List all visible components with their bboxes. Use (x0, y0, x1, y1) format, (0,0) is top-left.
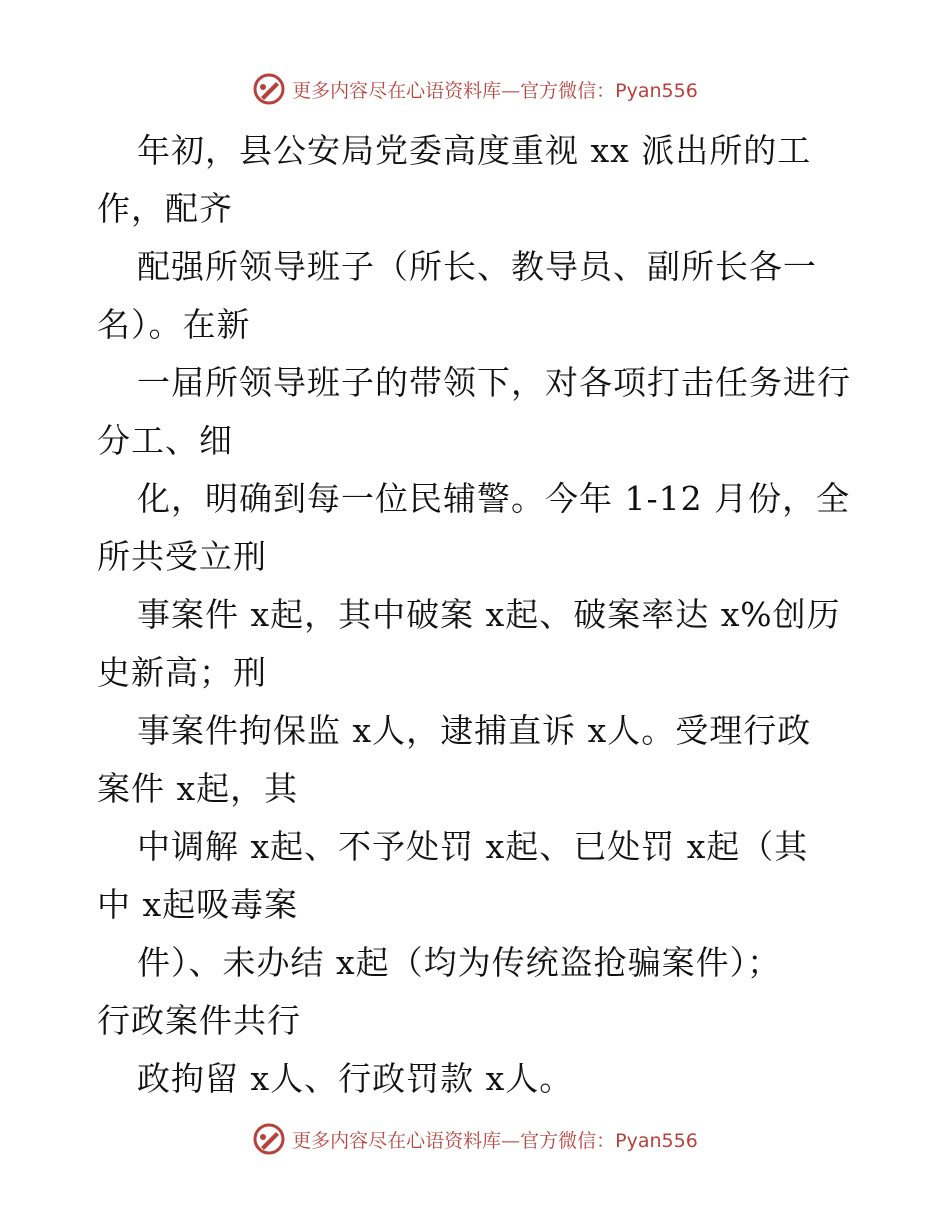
text-line: 化，明确到每一位民辅警。今年 1-12 月份，全 (137, 479, 851, 518)
text-line: 中调解 x起、不予处罚 x起、已处罚 x起（其 (137, 827, 809, 866)
document-body (97, 122, 877, 1108)
text-line: 中 x起吸毒案 (97, 885, 299, 924)
text-line: 分工、细 (97, 421, 233, 460)
text-line: 政拘留 x人、行政罚款 x人。 (137, 1059, 574, 1098)
pen-quill-icon (252, 1122, 286, 1156)
watermark-text: 更多内容尽在心语资料库—官方微信：Pyan556 (292, 1129, 698, 1152)
text-line: 事案件拘保监 x人，逮捕直诉 x人。受理行政 (137, 711, 812, 750)
text-line: 史新高；刑 (97, 653, 267, 692)
text-line: 案件 x起，其 (97, 769, 299, 808)
header-watermark (0, 72, 950, 106)
text-line: 配强所领导班子（所长、教导员、副所长各一 (137, 247, 817, 286)
text-line: 一届所领导班子的带领下，对各项打击任务进行 (137, 363, 851, 402)
text-line: 件）、未办结 x起（均为传统盗抢骗案件）； (137, 943, 782, 982)
text-line: 作，配齐 (97, 189, 233, 228)
text-line: 所共受立刑 (97, 537, 267, 576)
text-line: 年初，县公安局党委高度重视 xx 派出所的工 (137, 131, 812, 170)
text-line: 名）。在新 (97, 305, 251, 344)
text-line: 行政案件共行 (97, 1001, 301, 1040)
text-line: 事案件 x起，其中破案 x起、破案率达 x%创历 (137, 595, 841, 634)
watermark-text: 更多内容尽在心语资料库—官方微信：Pyan556 (292, 79, 698, 102)
pen-quill-icon (252, 72, 286, 106)
footer-watermark (0, 1122, 950, 1156)
